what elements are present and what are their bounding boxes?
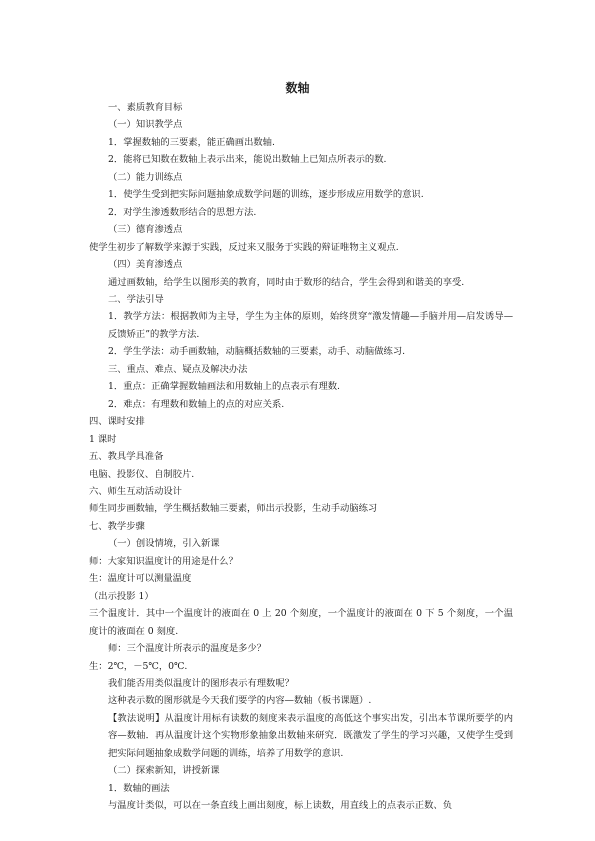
list-item: 2．对学生渗透数形结合的思想方法. xyxy=(108,206,257,218)
list-item: 1．掌握数轴的三要素，能正确画出数轴. xyxy=(108,136,275,148)
list-item: 2．难点：有理数和数轴上的点的对应关系. xyxy=(108,398,285,410)
section-heading: 三、重点、难点、疑点及解决办法 xyxy=(108,363,248,375)
teaching-note: 【教法说明】从温度计用标有读数的刻度来表示温度的高低这个事实出发，引出本节课所要学的内容—数轴．再从温度计这个实物形象抽象出数轴来研究．既激发了学生的学习兴趣，又使学生受到把实际问题抽象成数学问题的训练，培养了用数学的意识. xyxy=(108,712,513,759)
subsection-heading: （一）创设情境，引入新课 xyxy=(108,538,220,550)
list-item: 1．数轴的画法 xyxy=(108,782,170,794)
list-item: 1．使学生受到把实际问题抽象成数学问题的训练，逐步形成应用数学的意识. xyxy=(108,189,424,201)
section-heading: 一、素质教育目标 xyxy=(108,102,183,113)
page-title: 数轴 xyxy=(285,81,310,95)
section-heading: 六、师生互动活动设计 xyxy=(89,485,182,497)
dialogue-line: 师：大家知识温度计的用途是什么？ xyxy=(89,555,238,567)
paragraph: 我们能否用类似温度计的图形表示有理数呢？ xyxy=(108,677,294,689)
list-item: 1．重点：正确掌握数轴画法和用数轴上的点表示有理数. xyxy=(108,381,340,393)
paragraph: 这种表示数的图形就是今天我们要学的内容—数轴（板书课题）. xyxy=(108,695,372,707)
paragraph: （出示投影 1） xyxy=(89,590,154,602)
dialogue-line: 生：温度计可以测量温度 xyxy=(89,573,192,585)
dialogue-line: 生：2℃，－5℃，0℃. xyxy=(89,660,188,672)
section-heading: 五、教具学具准备 xyxy=(89,451,164,463)
subsection-heading: （二）能力训练点 xyxy=(108,171,183,183)
paragraph: 使学生初步了解数学来源于实践，反过来又服务于实践的辩证唯物主义观点. xyxy=(89,241,399,253)
section-heading: 七、教学步骤 xyxy=(89,520,145,532)
subsection-heading: （四）美育渗透点 xyxy=(108,259,183,271)
subsection-heading: （二）探索新知，讲授新课 xyxy=(108,765,220,777)
document-body xyxy=(89,99,513,815)
list-item: 1．教学方法：根据教师为主导，学生为主体的原则，始终贯穿“激发情趣—手脑并用—启发诱导—反馈矫正”的教学方法. xyxy=(108,311,513,340)
paragraph: 师生同步画数轴，学生概括数轴三要素，师出示投影，生动手动脑练习 xyxy=(89,503,378,515)
paragraph: 1 课时 xyxy=(89,433,117,445)
section-heading: 四、课时安排 xyxy=(89,416,145,428)
subsection-heading: （三）德育渗透点 xyxy=(108,224,183,236)
paragraph: 三个温度计．其中一个温度计的液面在 0 上 20 个刻度，一个温度计的液面在 0 下 5 个刻度，一个温度计的液面在 0 刻度. xyxy=(89,608,513,637)
list-item: 2．学生学法：动手画数轴，动脑概括数轴的三要素，动手、动脑做练习. xyxy=(108,346,406,358)
list-item: 2．能将已知数在数轴上表示出来，能说出数轴上已知点所表示的数. xyxy=(108,154,387,166)
paragraph: 与温度计类似，可以在一条直线上画出刻度，标上读数，用直线上的点表示正数、负 xyxy=(108,800,452,812)
paragraph: 电脑、投影仪、自制胶片. xyxy=(89,468,195,480)
dialogue-line: 师：三个温度计所表示的温度是多少？ xyxy=(108,643,267,655)
paragraph: 通过画数轴，给学生以图形美的教育，同时由于数形的结合，学生会得到和谐美的享受. xyxy=(108,276,465,288)
section-heading: 二、学法引导 xyxy=(108,293,164,305)
subsection-heading: （一）知识教学点 xyxy=(108,119,183,131)
